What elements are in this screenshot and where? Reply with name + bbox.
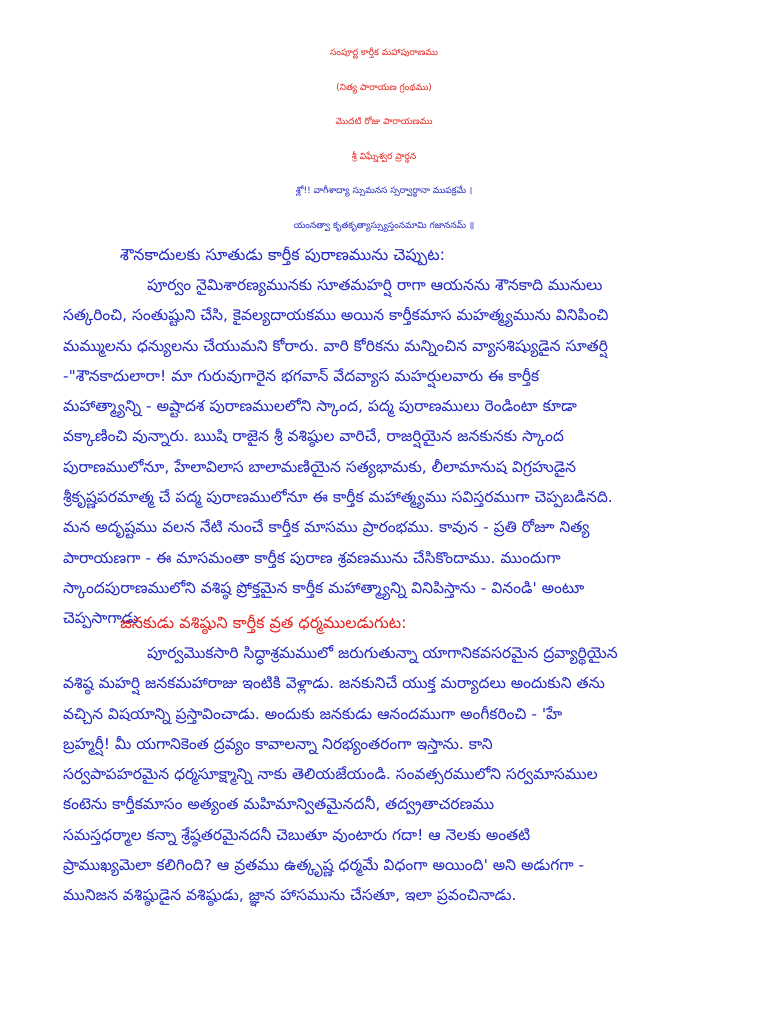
document-title: సంపూర్ణ కార్తీక మహాపురాణము [330,48,438,58]
paragraph-line: మమ్ములను ధన్యులను చేయుమని కోరారు. వారి కోరికను మన్నించిన వ్యాసశిష్యుడైన సూతర్షి [63,336,608,355]
day-title: మొదటి రోజు పారాయణము [335,117,433,127]
paragraph-line: శ్రీకృష్ణపరమాత్మ చే పద్మ పురాణములోనూ ఈ కార్తీక మహాత్మ్యము సవిస్తరముగా చెప్పబడినది. [63,488,613,507]
paragraph-line: వచ్చిన విషయాన్ని ప్రస్తావించాడు. అందుకు జనకుడు ఆనందముగా అంగీకరించి - 'హే [63,704,563,723]
paragraph-line: వక్కాణించి వున్నారు. ఋషి రాజైన శ్రీ వశిష్ఠుల వారిచే, రాజర్షియైన జనకునకు స్కాంద [63,427,564,446]
paragraph-line: పురాణములోనూ, హేలావిలాస బాలామణియైన సత్యభామకు, లీలామానుష విగ్రహుడైన [63,457,577,476]
section-1 [63,240,730,634]
sloka-line-1: శ్లో!! వాగీశాద్యా స్సుమనస స్సర్వార్థానా ముపక్రమే । [295,186,473,196]
paragraph-line: మహాత్మ్యాన్ని - అష్టాదశ పురాణములలోని స్కాంద, పద్మ పురాణములు రెండింటా కూడా [63,397,577,416]
prayer-title: శ్రీ విఘ్నేశ్వర ప్రార్థన [351,151,417,162]
paragraph-line: కంటెను కార్తీకమాసం అత్యంత మహిమాన్వితమైనదనీ, తద్వ్రతాచరణము [63,795,495,814]
paragraph-line: పారాయణగా - ఈ మాసమంతా కార్తీక పురాణ శ్రవణమును చేసికొందాము. ముందుగా [63,548,561,567]
paragraph-line: -"శౌనకాదులారా! మా గురువుగారైన భగవాన్ వేదవ్యాస మహర్షులవారు ఈ కార్తీక [63,366,540,385]
paragraph-line: వశిష్ఠ మహర్షి జనకమహారాజు ఇంటికి వెళ్లాడు. జనకునిచే యుక్త మర్యాదలు అందుకుని తను [63,674,605,693]
section-1-title: శౌనకాదులకు సూతుడు కార్తీక పురాణమును చెప్పుట: [120,245,446,264]
paragraph-line: ప్రాముఖ్యమెలా కలిగింది? ఆ వ్రతము ఉత్కృష్ణ ధర్మమే విధంగా అయింది' అని అడుగగా - [63,856,585,875]
paragraph-line: చెప్పసాగాడు. [63,609,144,628]
paragraph-line: మన అదృష్టము వలన నేటి నుంచే కార్తీక మాసము ప్రారంభము. కావున - ప్రతి రోజూ నిత్య [63,518,590,537]
paragraph-line: పూర్వం నైమిశారణ్యమునకు సూతమహర్షి రాగా ఆయనను శౌనకాది మునులు [147,276,603,294]
paragraph-line: సర్వపాపహరమైన ధర్మసూక్ష్మాన్ని నాకు తెలియజేయండి. సంవత్సరములోని సర్వమాసముల [63,765,598,784]
paragraph-line: మునిజన వశిష్ఠుడైన వశిష్ఠుడు, జ్ఞాన హాసమును చేసతూ, ఇలా ప్రవంచినాడు. [63,886,517,905]
paragraph-line: స్కాందపురాణములోని వశిష్ఠ ప్రోక్తమైన కార్తీక మహాత్మ్యాన్ని వినిపిస్తాను - వినండి' అంటూ [63,578,585,597]
paragraph-line: సత్కరించి, సంతుష్టుని చేసి, కైవల్యదాయకము అయిన కార్తీకమాస మహత్మ్యమును వినిపించి [63,306,609,325]
heading-block [0,36,768,243]
paragraph-line: సమస్తధర్మాల కన్నా శ్రేష్ఠతరమైనదనీ చెబుతూ వుంటారు గదా! ఆ నెలకు అంతటి [63,825,531,844]
document-subtitle: (నిత్య పారాయణ గ్రంథము) [336,82,432,93]
paragraph-line: పూర్వమొకసారి సిద్ధాశ్రమములో జరుగుతున్నా యాగానికవసరమైన ద్రవ్యార్థియైన [147,644,618,662]
section-2-title: జనకుడు వశిష్ఠుని కార్తీక వ్రత ధర్మములడుగుట: [120,613,407,632]
sloka-line-2: యంనత్వా కృతకృత్యాస్స్యుస్తంనమామి గజాననమ్ ॥ [293,220,475,231]
paragraph-line: బ్రహ్మర్షీ! మీ యగానికెంత ద్రవ్యం కావాలన్నా నిరభ్యంతరంగా ఇస్తాను. కాని [63,734,493,753]
